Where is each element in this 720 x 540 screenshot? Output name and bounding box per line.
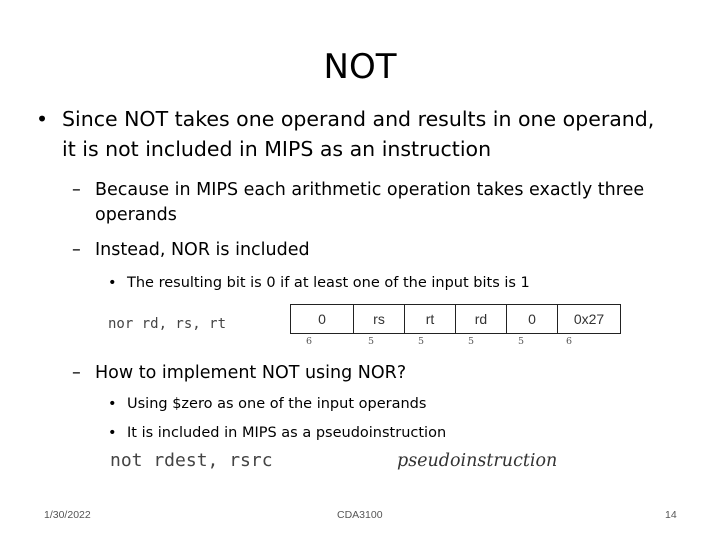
dash-mark: – <box>72 180 81 200</box>
field-shamt: 0 <box>507 305 558 334</box>
subbullet-implement-not <box>72 361 672 386</box>
subsubbullet-text: It is included in MIPS as a pseudoinstruction <box>127 425 447 441</box>
field-rd: rd <box>456 305 507 334</box>
nor-syntax: nor rd, rs, rt <box>108 316 227 332</box>
bullet-mark: • <box>108 275 117 291</box>
subbullet-text: Instead, NOR is included <box>95 240 310 260</box>
subsubbullet-text: Using $zero as one of the input operands <box>127 396 427 412</box>
nor-instruction-format <box>290 304 621 334</box>
bullet-mark: • <box>108 425 117 441</box>
not-syntax: not rdest, rsrc <box>110 450 273 471</box>
subsubbullet-using-zero <box>108 394 688 414</box>
subsubbullet-pseudoinstruction <box>108 423 688 443</box>
bullet-text: Since NOT takes one operand and results in one operand, it is not included in MIPS as an instruction <box>62 107 655 161</box>
bit-width: 6 <box>566 336 573 347</box>
subbullet-three-operands <box>72 178 672 228</box>
field-rs: rs <box>354 305 405 334</box>
footer-course: CDA3100 <box>337 509 383 521</box>
subbullet-nor-included <box>72 238 672 263</box>
slide-title: NOT <box>323 47 397 87</box>
subsubbullet-text: The resulting bit is 0 if at least one of the input bits is 1 <box>127 275 530 291</box>
bit-width: 5 <box>518 336 525 347</box>
field-op: 0 <box>291 305 354 334</box>
bullet-not-operand <box>36 104 666 164</box>
subbullet-text: How to implement NOT using NOR? <box>95 363 407 383</box>
bullet-mark: • <box>36 107 49 131</box>
footer-page-number: 14 <box>665 509 677 521</box>
field-rt: rt <box>405 305 456 334</box>
bullet-mark: • <box>108 396 117 412</box>
footer-date: 1/30/2022 <box>44 509 91 521</box>
field-funct: 0x27 <box>558 305 621 334</box>
pseudoinstruction-label: pseudoinstruction <box>397 451 558 471</box>
bit-width: 6 <box>306 336 313 347</box>
dash-mark: – <box>72 240 81 260</box>
dash-mark: – <box>72 363 81 383</box>
bit-width: 5 <box>418 336 425 347</box>
subsubbullet-resulting-bit <box>108 273 688 293</box>
bit-width: 5 <box>468 336 475 347</box>
subbullet-text: Because in MIPS each arithmetic operation takes exactly three operands <box>95 180 645 225</box>
bit-width: 5 <box>368 336 375 347</box>
